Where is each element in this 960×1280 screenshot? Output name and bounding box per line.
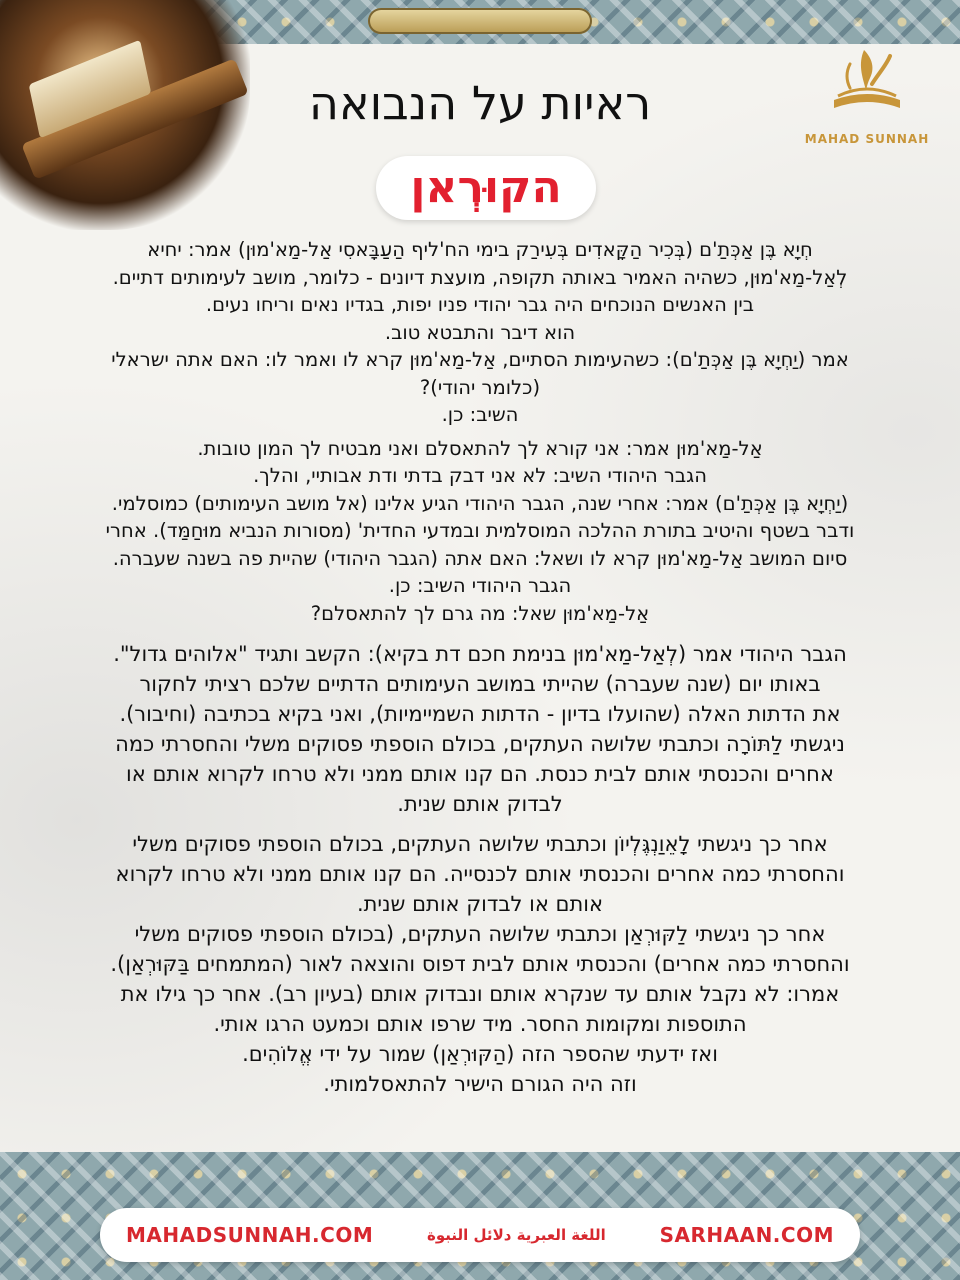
text-line: אחר כך ניגשתי לַקּוּרְאַן וכתבתי שלושה העתקים, (בכולם הוספתי פסוקים משלי: [134, 922, 826, 946]
text-line: חְיָא בֶּן אַכְּתַ'ם (בְּכִיר הַקָּאדִים בְּעִירַק בימי הח'ליף הַעַבָּאסִי אַל-מַא'מוּן) אמר: יחיא: [147, 238, 813, 261]
text-line: (יַחְיָא בֶּן אַכְּתַ'ם) אמר: אחרי שנה, הגבר היהודי הגיע אלינו (אל מושב העימותים) כמוסלמי.: [111, 491, 849, 515]
page-title: ראיות על הנבואה: [308, 76, 652, 130]
logo-text: MAHAD SUNNAH: [804, 132, 930, 146]
text-line: ואז ידעתי שהספר הזה (הַקּוּרְאַן) שמור על ידי אֱלוֹהִים.: [242, 1042, 718, 1066]
mahadsunnah-link[interactable]: MAHADSUNNAH.COM: [126, 1223, 374, 1247]
text-line: והחסרתי כמה אחרים והכנסתי אותם לכנסייה. הם קנו אותם ממני ולא טרחו לקרוא: [115, 862, 845, 886]
mahad-sunnah-logo: [802, 32, 932, 160]
footer-arabic-caption: اللغة العبرية دلائل النبوة: [427, 1226, 606, 1244]
subtitle: הקוּרְאן: [410, 162, 562, 213]
sarhaan-link[interactable]: SARHAAN.COM: [659, 1223, 834, 1247]
story-block-1: [4, 236, 956, 627]
text-line: אחרים והכנסתי אותם לבית כנסת. הם קנו אותם ממני ולא טרחו לקרוא אותם או: [126, 762, 834, 786]
text-line: את הדתות האלה (שהועלו בדיון - הדתות השמיימיות), ואני בקיא בכתיבה (וחיבור).: [119, 702, 841, 726]
text-line: התוספות ומקומות החסר. מיד שרפו אותם וכמעט הרגו אותי.: [213, 1012, 747, 1036]
text-line: בין האנשים הנוכחים היה גבר יהודי פניו יפות, בגדיו נאים וריחו נעים.: [205, 293, 755, 316]
text-line: והחסרתי כמה אחרים) והכנסתי אותם לבית דפוס והוצאה לאור (המתמחים בַּקּוּרְאַן).: [110, 952, 850, 976]
text-line: אותם או לבדוק אותם שנית.: [356, 892, 604, 916]
text-line: אמרו: לא נקבל אותם עד שנקרא אותם ונבדוק אותם (בעיון רב). אחר כך גילו את: [120, 982, 840, 1006]
footer-bar: [100, 1208, 860, 1262]
text-line: אַל-מַא'מוּן אמר: אני קורא לך להתאסלם ואני מבטיח לך המון טובות.: [197, 436, 763, 460]
text-line: וזה היה הגורם הישיר להתאסלמותי.: [323, 1072, 637, 1096]
text-line: ודבר בשטף והיטיב בתורת ההלכה המוסלמית ובמדעי החדית' (מסורות הנביא מוּחַמַּד). אחרי: [105, 519, 855, 542]
text-line: (כלומר יהודי)?: [419, 375, 541, 399]
subtitle-pill: [376, 156, 596, 220]
text-line: לְאַל-מַא'מוּן, כשהיה האמיר באותה תקופה, מועצת דיונים - כלומר, מושב לעימותים דתיים.: [112, 265, 848, 289]
text-line: סיום המושב אַל-מַא'מוּן קרא לו ושאל: האם אתה (הגבר היהודי) שהיית פה בשנה שעברה.: [112, 546, 848, 570]
text-line: באותו יום (שנה שעברה) שהייתי במושב העימותים הדתיים שלכם רציתי לחקור: [139, 672, 821, 696]
text-line: אחר כך ניגשתי לָאֵוַנְגֶּלְיוֹן וכתבתי שלושה העתקים, בכולם הוספתי פסוקים משלי: [132, 832, 828, 856]
paragraph-gap: [4, 819, 956, 829]
text-line: לבדוק אותם שנית.: [397, 792, 563, 816]
logo-emblem-icon: [824, 38, 910, 124]
text-line: הגבר היהודי אמר (לְאַל-מַא'מוּן בנימת חכם דת בקיא): הקשב ותגיד "אלוהים גדול".: [113, 642, 847, 666]
text-line: הגבר היהודי השיב: לא אני דבק בדתי ודת אבותיי, והלך.: [253, 464, 707, 487]
article-body: [4, 236, 956, 1099]
text-line: הוא דיבר והתבטא טוב.: [384, 320, 576, 344]
text-line: ניגשתי לַתּוֹרָה וכתבתי שלושה העתקים, בכולם הוספתי פסוקים משלי והחסרתי כמה: [115, 732, 845, 756]
text-line: אַל-מַא'מוּן שאל: מה גרם לך להתאסלם?: [310, 601, 650, 625]
text-line: הגבר היהודי השיב: כן.: [388, 574, 572, 597]
top-ornament: [368, 8, 592, 34]
text-line: אמר (יַחְיָא בֶּן אַכְּתַ'ם): כשהעימות הסתיים, אַל-מַא'מוּן קרא לו ואמר לו: האם אתה ישראלי: [111, 348, 849, 371]
story-block-2: [4, 639, 956, 1099]
text-line: השיב: כן.: [441, 403, 519, 426]
